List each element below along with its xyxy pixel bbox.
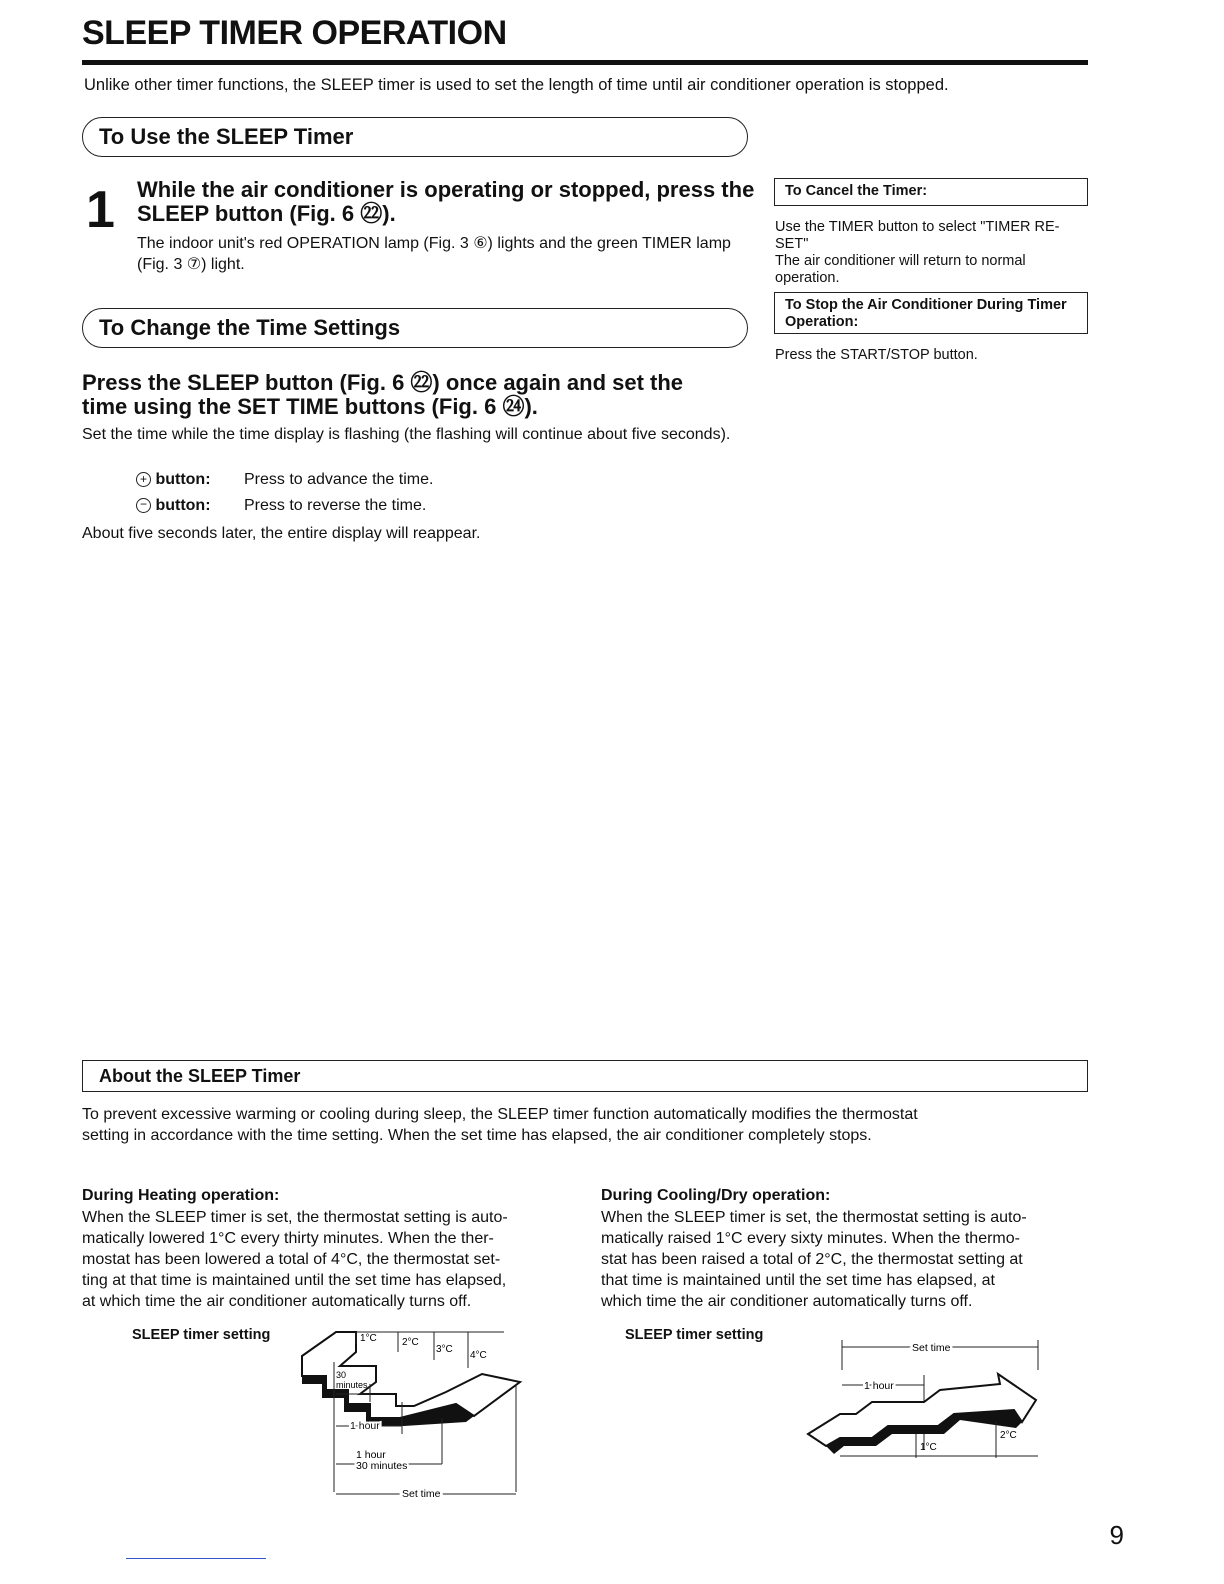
title-rule (82, 60, 1088, 65)
plus-button-row (136, 471, 434, 489)
use-section-heading: To Use the SLEEP Timer (82, 117, 748, 157)
cooling-label-1hour: 1 hour (864, 1380, 894, 1392)
cooling-label-2c: 2°C (1000, 1430, 1017, 1441)
cancel-line-2: SET" (775, 236, 809, 252)
cooling-line: that time is maintained until the set time has elapsed, at (601, 1272, 995, 1289)
change-section-heading: To Change the Time Settings (82, 308, 748, 348)
heating-heading: During Heating operation: (82, 1187, 280, 1204)
page-number: 9 (1109, 1520, 1124, 1550)
step-heading: While the air conditioner is operating or stopped, press the SLEEP button (Fig. 6 ㉒). (137, 177, 755, 226)
about-body-line-1: To prevent excessive warming or cooling during sleep, the SLEEP timer function automatically modifies the thermostat (82, 1106, 918, 1123)
plus-button-label: button: (155, 471, 211, 488)
cooling-label-1c: 1°C (920, 1442, 937, 1453)
cancel-line-3: The air conditioner will return to normal (775, 253, 1026, 269)
cancel-line-1: Use the TIMER button to select "TIMER RE- (775, 219, 1060, 235)
footer-rule (126, 1558, 266, 1559)
cooling-step-diagram (800, 1330, 1046, 1464)
heating-line: ting at that time is maintained until the set time has elapsed, (82, 1272, 507, 1289)
cooling-line: matically raised 1°C every sixty minutes. When the thermo- (601, 1230, 1020, 1247)
cooling-body (601, 1207, 1091, 1312)
heating-label-4c: 4°C (470, 1350, 487, 1361)
heating-label-settime: Set time (402, 1488, 441, 1500)
minus-button-text: Press to reverse the time. (244, 497, 427, 514)
heating-figure-label: SLEEP timer setting (132, 1327, 271, 1343)
minus-button-row (136, 497, 427, 515)
heating-line: matically lowered 1°C every thirty minutes. When the ther- (82, 1230, 494, 1247)
intro-text: Unlike other timer functions, the SLEEP timer is used to set the length of time until air conditioner operation is stopped. (84, 76, 949, 94)
cooling-heading: During Cooling/Dry operation: (601, 1187, 831, 1204)
change-body: Set the time while the time display is flashing (the flashing will continue about five seconds). (82, 426, 731, 443)
stop-heading-line-1: To Stop the Air Conditioner During Timer (785, 297, 1067, 313)
step-body: The indoor unit's red OPERATION lamp (Fig. 3 ⑥) lights and the green TIMER lamp (Fig. 3 ⑦) light. (137, 235, 731, 273)
heating-label-minutes: minutes (336, 1380, 368, 1390)
heating-label-2c: 2°C (402, 1337, 419, 1348)
cancel-timer-box: To Cancel the Timer: (774, 178, 1088, 206)
heating-label-1hour30-a: 1 hour (356, 1449, 386, 1461)
heating-label-1hour30-b: 30 minutes (356, 1460, 408, 1472)
cooling-line: which time the air conditioner automatically turns off. (601, 1293, 973, 1310)
cooling-line: When the SLEEP timer is set, the thermostat setting is auto- (601, 1209, 1027, 1226)
stop-heading-line-2: Operation: (785, 314, 859, 330)
plus-button-text: Press to advance the time. (244, 471, 434, 488)
minus-circle-icon: − (136, 498, 151, 513)
step-number: 1 (86, 181, 115, 239)
heating-label-30: 30 (336, 1370, 347, 1380)
heating-step-diagram (296, 1322, 528, 1508)
about-body-line-2: setting in accordance with the time setting. When the set time has elapsed, the air conditioner completely stops. (82, 1127, 872, 1144)
heating-line: When the SLEEP timer is set, the thermostat setting is auto- (82, 1209, 508, 1226)
cancel-timer-text (775, 219, 1091, 287)
cooling-line: stat has been raised a total of 2°C, the thermostat setting at (601, 1251, 1023, 1268)
minus-button-label: button: (155, 497, 211, 514)
after-text: About five seconds later, the entire display will reappear. (82, 525, 481, 542)
stop-ac-box (774, 292, 1088, 334)
plus-circle-icon: + (136, 472, 151, 487)
about-body (82, 1104, 1092, 1146)
cooling-label-settime: Set time (912, 1342, 951, 1354)
page-title: SLEEP TIMER OPERATION (82, 14, 507, 52)
cooling-figure-label: SLEEP timer setting (625, 1327, 764, 1343)
change-instruction: Press the SLEEP button (Fig. 6 ㉒) once again and set the time using the SET TIME buttons (Fig. 6 ㉔). (82, 370, 684, 419)
heating-line: mostat has been lowered a total of 4°C, the thermostat set- (82, 1251, 501, 1268)
heating-label-1c: 1°C (360, 1333, 377, 1344)
cancel-line-4: operation. (775, 270, 840, 286)
stop-ac-text: Press the START/STOP button. (775, 347, 978, 363)
heating-line: at which time the air conditioner automatically turns off. (82, 1293, 472, 1310)
heating-label-1hour: 1 hour (350, 1420, 380, 1432)
heating-body (82, 1207, 572, 1312)
heating-label-3c: 3°C (436, 1344, 453, 1355)
about-heading: About the SLEEP Timer (82, 1060, 1088, 1092)
